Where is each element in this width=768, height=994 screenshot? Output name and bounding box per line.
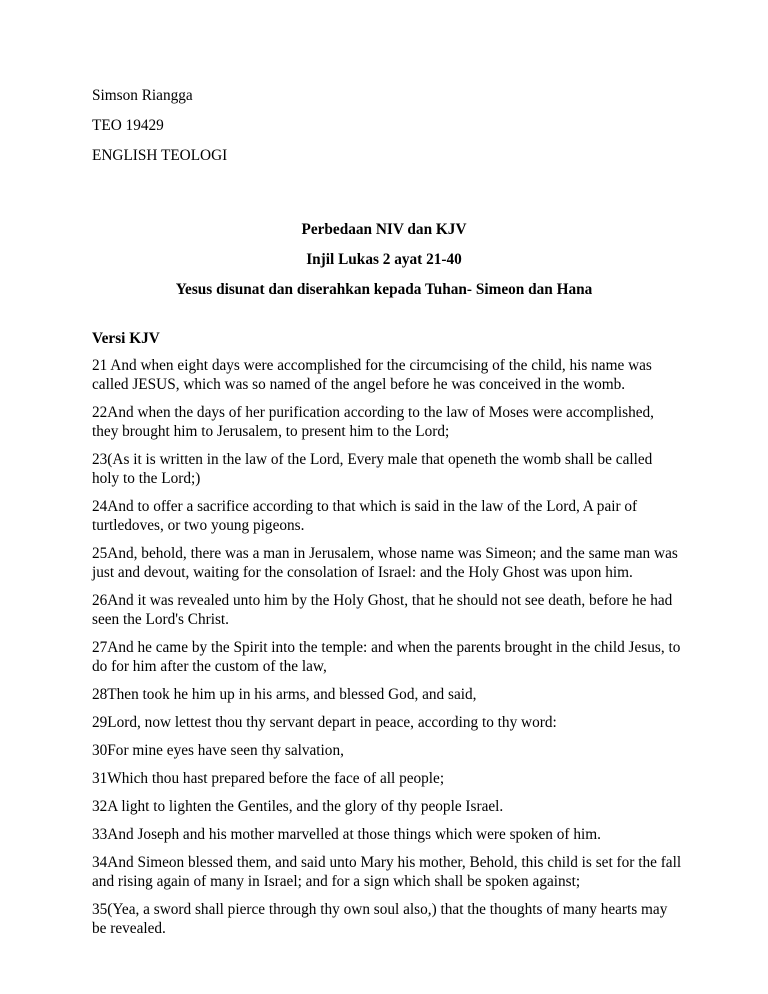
document-title: Perbedaan NIV dan KJV [301,221,467,238]
verse-paragraph: 30For mine eyes have seen thy salvation, [92,742,344,759]
student-id: TEO 19429 [92,117,164,134]
author-header [92,86,227,176]
verse-paragraph: 21 And when eight days were accomplished for the circumcising of the child, his name was called JESUS, which was so named of the angel before he was conceived in the womb. [92,357,652,393]
course-name: ENGLISH TEOLOGI [92,147,228,164]
document-topic: Yesus disunat dan diserahkan kepada Tuhan- Simeon dan Hana [175,281,593,298]
document-titles [0,220,768,310]
verse-paragraph: 35(Yea, a sword shall pierce through thy own soul also,) that the thoughts of many hearts may be revealed. [92,901,668,937]
verse-paragraph: 28Then took he him up in his arms, and blessed God, and said, [92,686,477,703]
verse-paragraph: 27And he came by the Spirit into the temple: and when the parents brought in the child Jesus, to do for him after the custom of the law, [92,639,681,675]
verse-paragraph: 34And Simeon blessed them, and said unto Mary his mother, Behold, this child is set for the fall and rising again of many in Israel; and for a sign which shall be spoken against; [92,854,682,890]
document-subtitle: Injil Lukas 2 ayat 21-40 [306,251,462,268]
verse-paragraph: 22And when the days of her purification according to the law of Moses were accomplished, they brought him to Jerusalem, to present him to the Lord; [92,404,654,440]
verse-paragraph: 31Which thou hast prepared before the face of all people; [92,770,445,787]
verse-paragraph: 33And Joseph and his mother marvelled at those things which were spoken of him. [92,826,601,843]
verse-paragraph: 25And, behold, there was a man in Jerusalem, whose name was Simeon; and the same man was just and devout, waiting for the consolation of Israel: and the Holy Ghost was upon him. [92,545,678,581]
verse-paragraph: 23(As it is written in the law of the Lord, Every male that openeth the womb shall be called holy to the Lord;) [92,451,653,487]
verse-paragraph: 29Lord, now lettest thou thy servant depart in peace, according to thy word: [92,714,557,731]
verse-paragraph: 26And it was revealed unto him by the Holy Ghost, that he should not see death, before he had seen the Lord's Christ. [92,592,673,628]
section-heading: Versi KJV [92,330,160,347]
document-body [92,329,682,947]
verse-paragraph: 24And to offer a sacrifice according to that which is said in the law of the Lord, A pair of turtledoves, or two young pigeons. [92,498,638,534]
verse-paragraph: 32A light to lighten the Gentiles, and the glory of thy people Israel. [92,798,504,815]
author-name: Simson Riangga [92,87,193,104]
